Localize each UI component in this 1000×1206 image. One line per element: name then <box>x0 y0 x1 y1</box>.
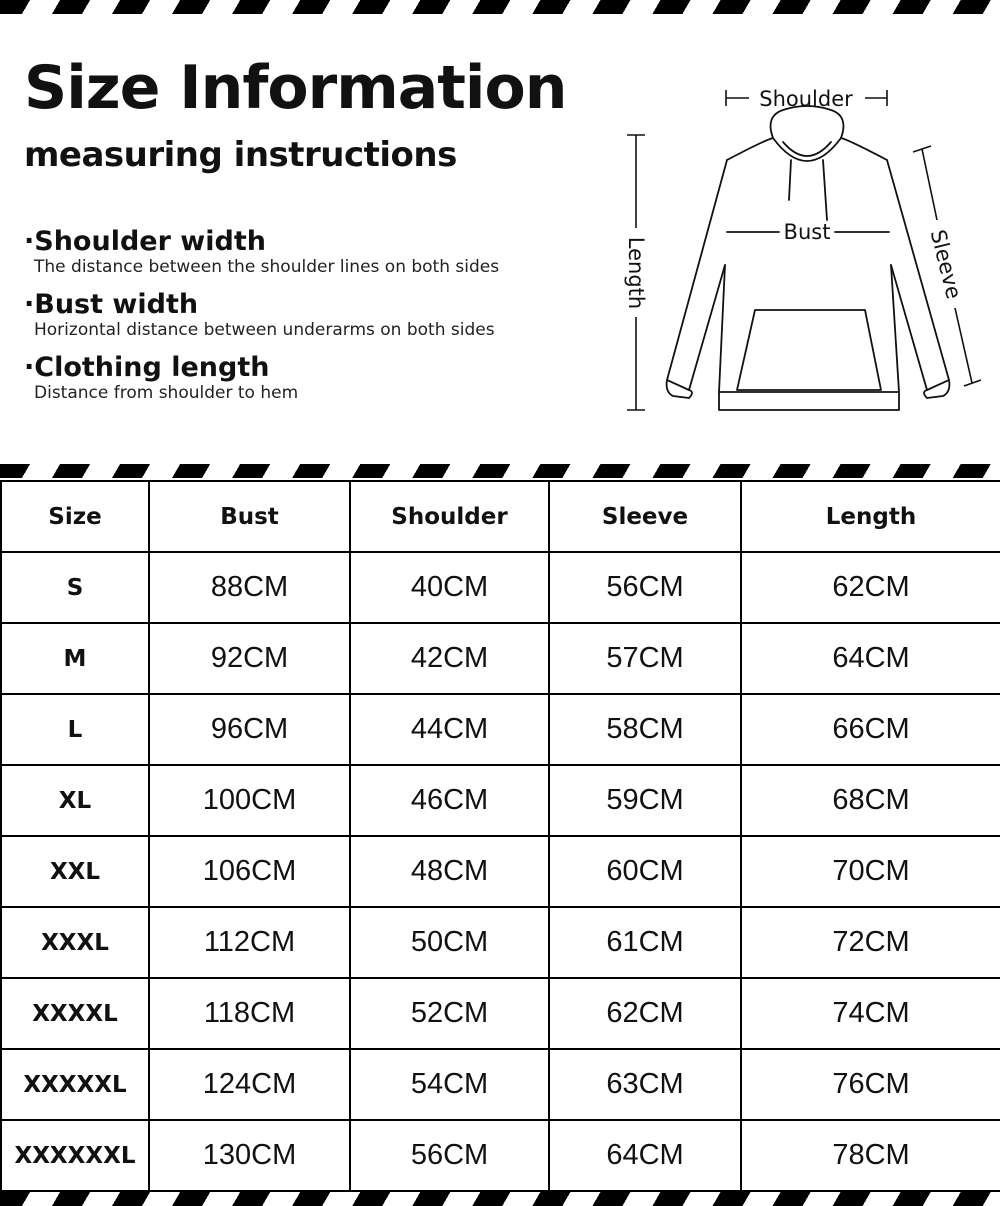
shoulder-cell: 40CM <box>350 552 549 623</box>
column-header-shoulder: Shoulder <box>350 481 549 552</box>
column-header-bust: Bust <box>149 481 350 552</box>
size-cell: XXXXXXL <box>1 1120 149 1191</box>
bottom-stripe-border <box>0 1192 1000 1206</box>
table-row <box>1 1120 1000 1191</box>
column-header-length: Length <box>741 481 1000 552</box>
size-cell: XXL <box>1 836 149 907</box>
length-cell: 78CM <box>741 1120 1000 1191</box>
instruction-description: The distance between the shoulder lines on both sides <box>34 257 500 277</box>
bust-cell: 112CM <box>149 907 350 978</box>
size-cell: M <box>1 623 149 694</box>
length-cell: 64CM <box>741 623 1000 694</box>
length-cell: 74CM <box>741 978 1000 1049</box>
table-row <box>1 694 1000 765</box>
shoulder-cell: 50CM <box>350 907 549 978</box>
sleeve-cell: 61CM <box>549 907 741 978</box>
column-header-sleeve: Sleeve <box>549 481 741 552</box>
size-cell: XL <box>1 765 149 836</box>
top-stripe-border <box>0 0 1000 14</box>
shoulder-cell: 42CM <box>350 623 549 694</box>
table-header-row <box>1 481 1000 552</box>
size-chart-table <box>0 480 1000 1192</box>
table-row <box>1 1049 1000 1120</box>
size-cell: S <box>1 552 149 623</box>
table-row <box>1 765 1000 836</box>
shoulder-cell: 52CM <box>350 978 549 1049</box>
table-row <box>1 907 1000 978</box>
instruction-description: Distance from shoulder to hem <box>34 383 299 403</box>
sleeve-cell: 60CM <box>549 836 741 907</box>
instruction-bust-width <box>24 291 495 340</box>
sleeve-label: Sleeve <box>925 227 966 302</box>
table-row <box>1 623 1000 694</box>
page-subtitle: measuring instructions <box>24 135 457 175</box>
middle-stripe-border <box>0 464 1000 478</box>
bust-cell: 118CM <box>149 978 350 1049</box>
bust-cell: 124CM <box>149 1049 350 1120</box>
sleeve-cell: 59CM <box>549 765 741 836</box>
instruction-shoulder-width <box>24 228 499 277</box>
sleeve-cell: 56CM <box>549 552 741 623</box>
length-cell: 62CM <box>741 552 1000 623</box>
length-cell: 66CM <box>741 694 1000 765</box>
bust-label: Bust <box>783 220 831 244</box>
size-cell: XXXXXL <box>1 1049 149 1120</box>
table-row <box>1 552 1000 623</box>
bust-cell: 106CM <box>149 836 350 907</box>
column-header-size: Size <box>1 481 149 552</box>
sleeve-cell: 57CM <box>549 623 741 694</box>
sleeve-cell: 64CM <box>549 1120 741 1191</box>
instruction-heading: ·Clothing length <box>24 352 270 383</box>
shoulder-label: Shoulder <box>759 87 853 111</box>
size-cell: L <box>1 694 149 765</box>
length-label: Length <box>624 236 648 310</box>
bust-cell: 96CM <box>149 694 350 765</box>
bust-cell: 88CM <box>149 552 350 623</box>
bust-cell: 100CM <box>149 765 350 836</box>
shoulder-cell: 54CM <box>350 1049 549 1120</box>
page-title: Size Information <box>24 53 567 123</box>
length-cell: 72CM <box>741 907 1000 978</box>
instruction-heading: ·Bust width <box>24 289 199 320</box>
bust-cell: 130CM <box>149 1120 350 1191</box>
table-row <box>1 836 1000 907</box>
shoulder-cell: 44CM <box>350 694 549 765</box>
instruction-description: Horizontal distance between underarms on both sides <box>34 320 495 340</box>
shoulder-cell: 48CM <box>350 836 549 907</box>
length-cell: 68CM <box>741 765 1000 836</box>
hoodie-icon <box>667 106 950 410</box>
size-cell: XXXL <box>1 907 149 978</box>
size-cell: XXXXL <box>1 978 149 1049</box>
instruction-clothing-length <box>24 354 298 403</box>
instruction-heading: ·Shoulder width <box>24 226 266 257</box>
length-cell: 76CM <box>741 1049 1000 1120</box>
shoulder-cell: 56CM <box>350 1120 549 1191</box>
bust-cell: 92CM <box>149 623 350 694</box>
sleeve-cell: 63CM <box>549 1049 741 1120</box>
length-cell: 70CM <box>741 836 1000 907</box>
sleeve-cell: 62CM <box>549 978 741 1049</box>
hoodie-measurement-diagram <box>615 80 990 420</box>
table-row <box>1 978 1000 1049</box>
shoulder-cell: 46CM <box>350 765 549 836</box>
sleeve-cell: 58CM <box>549 694 741 765</box>
